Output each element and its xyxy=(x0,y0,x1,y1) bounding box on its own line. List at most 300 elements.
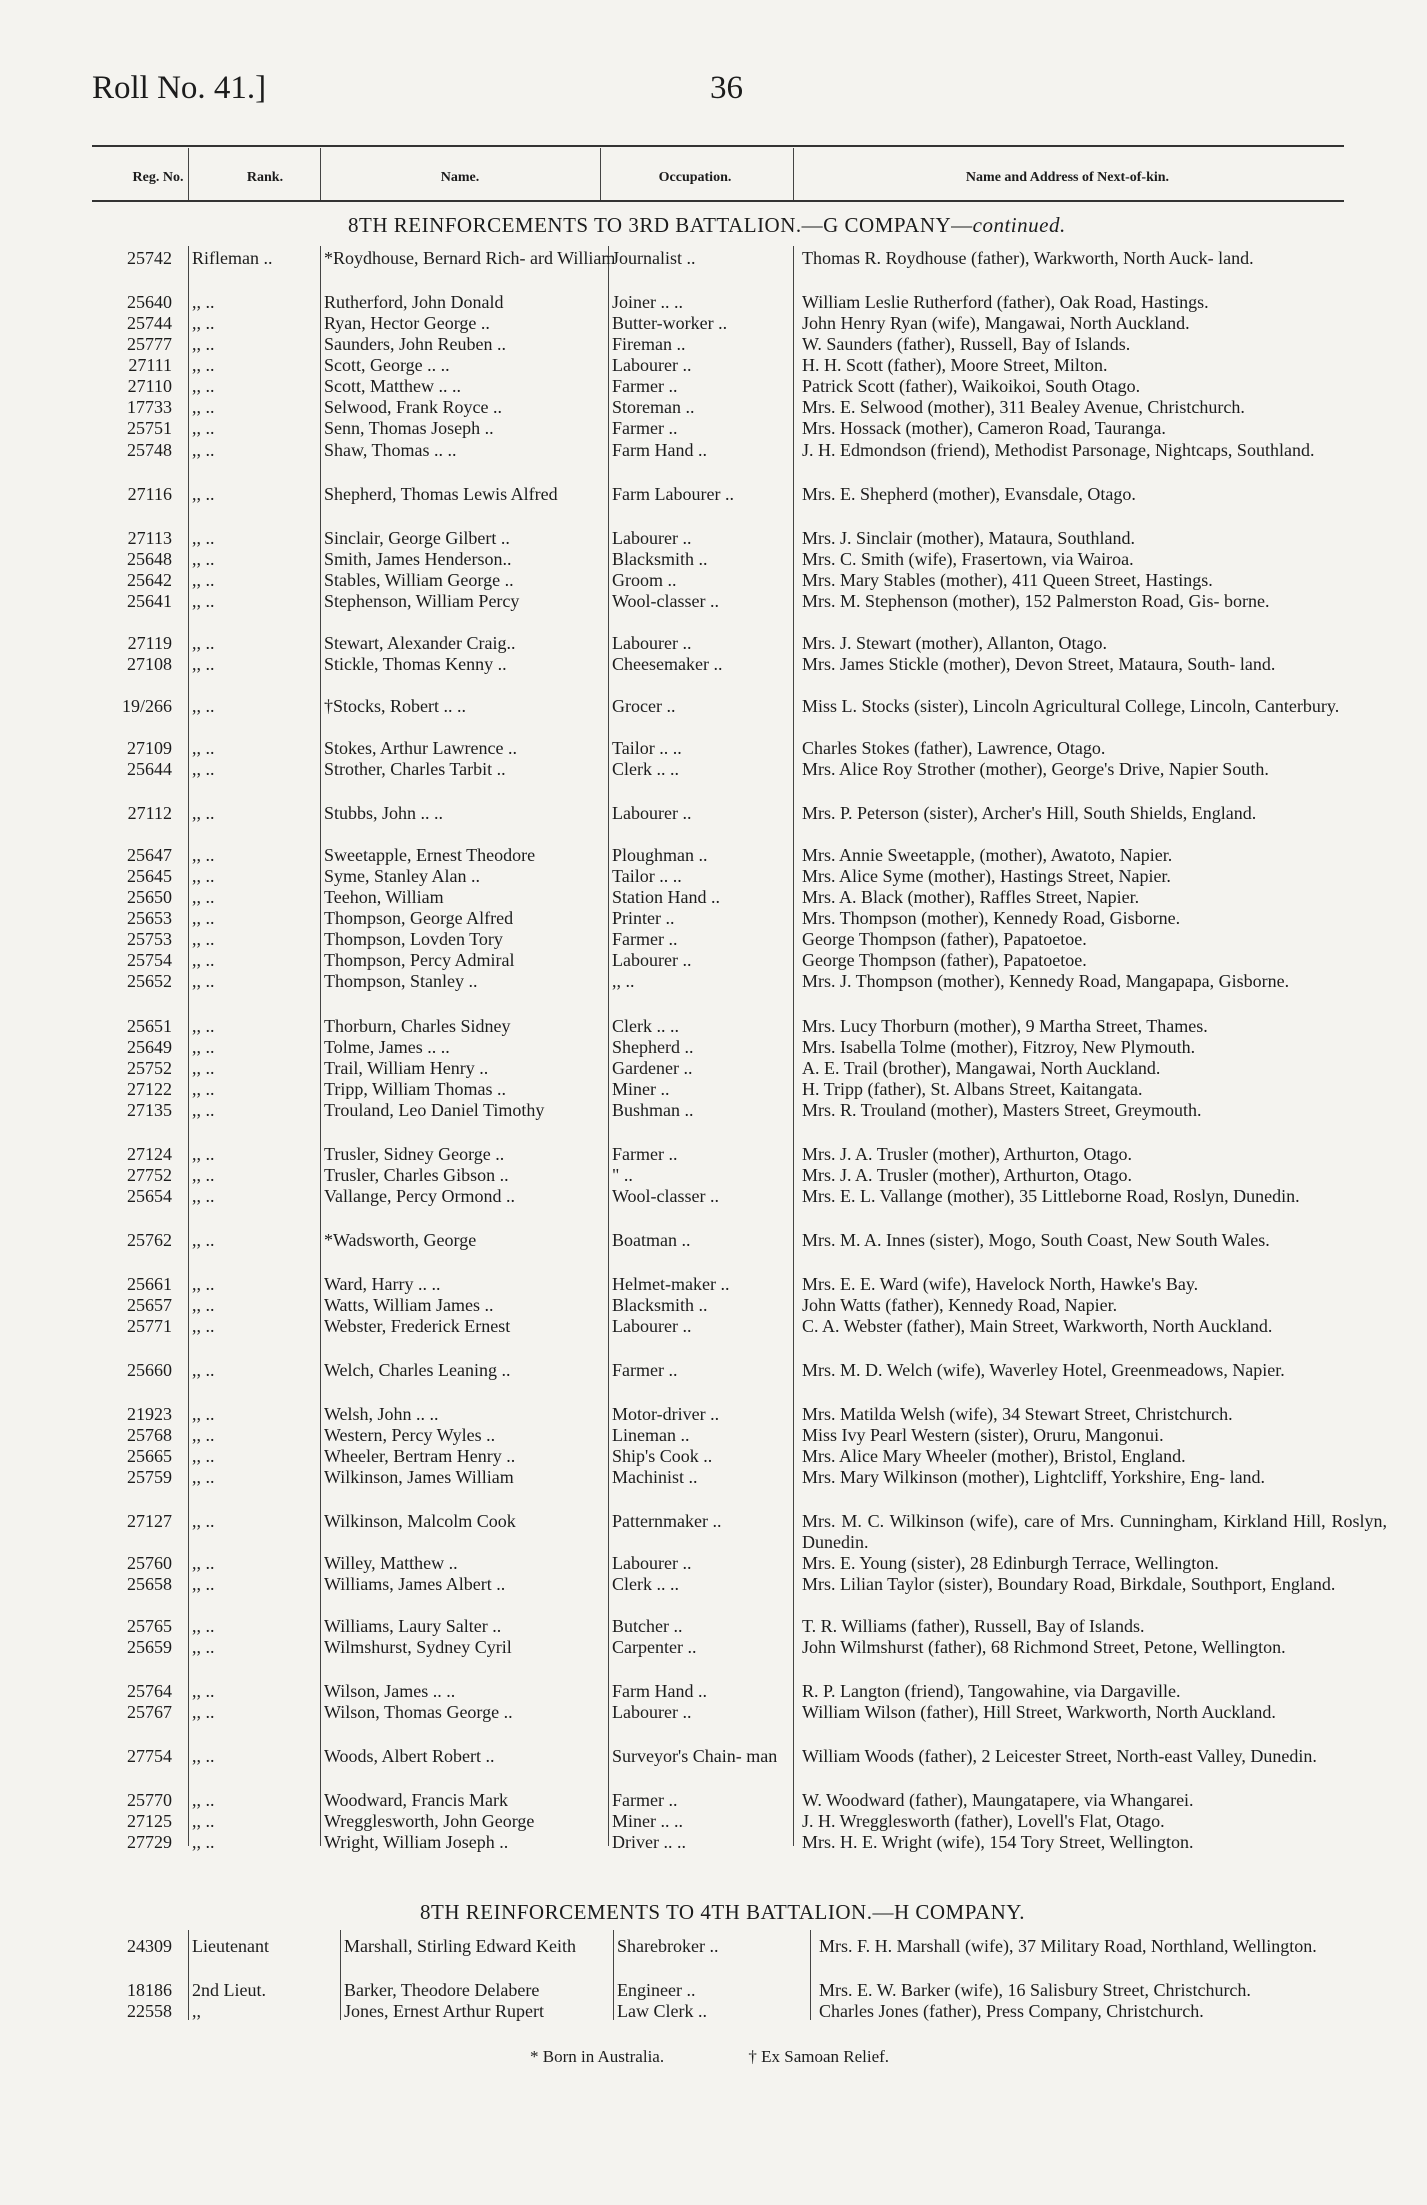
cell-rank: ,, .. xyxy=(192,1467,215,1487)
cell-rank: ,, .. xyxy=(192,1144,215,1164)
cell-next-of-kin: H. Tripp (father), St. Albans Street, Kaitangata. xyxy=(802,1079,1143,1099)
cell-name: Stubbs, John .. .. xyxy=(324,803,444,823)
cell-name: Ward, Harry .. .. xyxy=(324,1274,441,1294)
cell-occupation: Farmer .. xyxy=(612,1360,678,1380)
cell-rank: ,, .. xyxy=(192,1553,215,1573)
cell-reg-no: 25770 xyxy=(127,1790,172,1810)
cell-reg-no: 25641 xyxy=(127,591,172,611)
cell-reg-no: 24309 xyxy=(127,1936,172,1956)
cell-occupation: Sharebroker .. xyxy=(617,1936,719,1956)
col-header-kin: Name and Address of Next-of-kin. xyxy=(965,170,1170,185)
cell-next-of-kin: Patrick Scott (father), Waikoikoi, South Otago. xyxy=(802,376,1141,396)
cell-reg-no: 25644 xyxy=(127,759,172,779)
cell-rank: Rifleman .. xyxy=(192,248,273,268)
cell-name: Wregglesworth, John George xyxy=(324,1811,535,1831)
cell-occupation: Labourer .. xyxy=(612,528,692,548)
cell-name: Wilmshurst, Sydney Cyril xyxy=(324,1637,512,1657)
cell-occupation: Station Hand .. xyxy=(612,887,720,907)
cell-rank: ,, .. xyxy=(192,738,215,758)
cell-rank: ,, .. xyxy=(192,1681,215,1701)
cell-reg-no: 21923 xyxy=(127,1404,172,1424)
cell-next-of-kin: William Woods (father), 2 Leicester Street, North-east Valley, Dunedin. xyxy=(802,1746,1317,1766)
cell-next-of-kin: Mrs. Alice Roy Strother (mother), George's Drive, Napier South. xyxy=(802,759,1269,779)
cell-next-of-kin: Mrs. E. L. Vallange (mother), 35 Littleborne Road, Roslyn, Dunedin. xyxy=(802,1186,1300,1206)
cell-occupation: Journalist .. xyxy=(612,248,696,268)
cell-rank: ,, .. xyxy=(192,1446,215,1466)
cell-rank: ,, .. xyxy=(192,950,215,970)
cell-rank: ,, .. xyxy=(192,1790,215,1810)
cell-occupation: Cheesemaker .. xyxy=(612,654,723,674)
cell-name: Selwood, Frank Royce .. xyxy=(324,397,502,417)
cell-next-of-kin: Mrs. Thompson (mother), Kennedy Road, Gisborne. xyxy=(802,908,1181,928)
footnote-ex-samoan-relief: † Ex Samoan Relief. xyxy=(748,2047,890,2066)
cell-reg-no: 25767 xyxy=(127,1702,172,1722)
cell-name: Thompson, George Alfred xyxy=(324,908,514,928)
cell-rank: ,, .. xyxy=(192,528,215,548)
cell-next-of-kin: John Watts (father), Kennedy Road, Napier. xyxy=(802,1295,1118,1315)
cell-occupation: Blacksmith .. xyxy=(612,549,708,569)
cell-name: Wilson, James .. .. xyxy=(324,1681,456,1701)
cell-occupation: Gardener .. xyxy=(612,1058,693,1078)
cell-reg-no: 17733 xyxy=(127,397,172,417)
cell-reg-no: 25752 xyxy=(127,1058,172,1078)
cell-reg-no: 25654 xyxy=(127,1186,172,1206)
cell-next-of-kin: William Wilson (father), Hill Street, Warkworth, North Auckland. xyxy=(802,1702,1276,1722)
cell-name: Wheeler, Bertram Henry .. xyxy=(324,1446,516,1466)
cell-reg-no: 25645 xyxy=(127,866,172,886)
cell-occupation: Clerk .. .. xyxy=(612,1016,679,1036)
cell-name: Barker, Theodore Delabere xyxy=(344,1980,540,2000)
cell-name: Welch, Charles Leaning .. xyxy=(324,1360,511,1380)
cell-occupation: Ship's Cook .. xyxy=(612,1446,713,1466)
cell-reg-no: 25657 xyxy=(127,1295,172,1315)
cell-name: Thorburn, Charles Sidney xyxy=(324,1016,511,1036)
cell-next-of-kin: Mrs. James Stickle (mother), Devon Street, Mataura, South- land. xyxy=(802,654,1276,674)
cell-occupation: Joiner .. .. xyxy=(612,292,683,312)
cell-next-of-kin: R. P. Langton (friend), Tangowahine, via Dargaville. xyxy=(802,1681,1181,1701)
cell-reg-no: 25760 xyxy=(127,1553,172,1573)
roll-title: Roll No. 41.] xyxy=(92,70,267,106)
cell-occupation: Labourer .. xyxy=(612,1553,692,1573)
cell-rank: ,, .. xyxy=(192,418,215,438)
cell-next-of-kin: Mrs. J. A. Trusler (mother), Arthurton, Otago. xyxy=(802,1165,1132,1185)
cell-rank: ,, .. xyxy=(192,313,215,333)
cell-rank: ,, .. xyxy=(192,484,215,504)
cell-reg-no: 19/266 xyxy=(121,696,172,716)
cell-occupation: Labourer .. xyxy=(612,950,692,970)
cell-next-of-kin: Mrs. C. Smith (wife), Frasertown, via Wairoa. xyxy=(802,549,1134,569)
cell-occupation: Butcher .. xyxy=(612,1616,683,1636)
cell-occupation: Clerk .. .. xyxy=(612,759,679,779)
cell-next-of-kin: Mrs. E. W. Barker (wife), 16 Salisbury Street, Christchurch. xyxy=(819,1980,1251,2000)
cell-occupation: Farm Hand .. xyxy=(612,440,707,460)
cell-occupation: Patternmaker .. xyxy=(612,1511,722,1531)
cell-reg-no: 18186 xyxy=(127,1980,172,2000)
cell-rank: ,, .. xyxy=(192,397,215,417)
cell-reg-no: 27112 xyxy=(127,803,172,823)
cell-name: Tolme, James .. .. xyxy=(324,1037,450,1057)
cell-next-of-kin: Mrs. Lucy Thorburn (mother), 9 Martha Street, Thames. xyxy=(802,1016,1208,1036)
cell-next-of-kin: George Thompson (father), Papatoetoe. xyxy=(802,950,1087,970)
cell-rank: ,, .. xyxy=(192,1574,215,1594)
cell-rank: ,, .. xyxy=(192,971,215,991)
cell-reg-no: 25661 xyxy=(127,1274,172,1294)
cell-name: Syme, Stanley Alan .. xyxy=(324,866,480,886)
page-number: 36 xyxy=(710,70,743,106)
cell-rank: ,, .. xyxy=(192,1425,215,1445)
cell-reg-no: 25651 xyxy=(127,1016,172,1036)
cell-occupation: Ploughman .. xyxy=(612,845,708,865)
cell-occupation: Miner .. xyxy=(612,1079,670,1099)
cell-rank: ,, .. xyxy=(192,292,215,312)
cell-rank: ,, .. xyxy=(192,591,215,611)
cell-occupation: Farmer .. xyxy=(612,376,678,396)
cell-rank: ,, .. xyxy=(192,334,215,354)
cell-rank: ,, .. xyxy=(192,1165,215,1185)
cell-occupation: Law Clerk .. xyxy=(617,2001,707,2021)
cell-reg-no: 27116 xyxy=(127,484,172,504)
cell-rank: ,, .. xyxy=(192,1511,215,1531)
cell-occupation: Printer .. xyxy=(612,908,675,928)
cell-reg-no: 27135 xyxy=(127,1100,172,1120)
cell-occupation: ,, .. xyxy=(612,971,635,991)
cell-name: Rutherford, John Donald xyxy=(324,292,504,312)
cell-occupation: Miner .. .. xyxy=(612,1811,683,1831)
cell-rank: ,, .. xyxy=(192,1037,215,1057)
cell-reg-no: 25653 xyxy=(127,908,172,928)
cell-rank: Lieutenant xyxy=(192,1936,269,1956)
cell-reg-no: 27127 xyxy=(127,1511,172,1531)
cell-next-of-kin: Mrs. A. Black (mother), Raffles Street, Napier. xyxy=(802,887,1140,907)
cell-occupation: Motor-driver .. xyxy=(612,1404,720,1424)
col-header-occupation: Occupation. xyxy=(658,170,732,185)
cell-next-of-kin: Mrs. J. Sinclair (mother), Mataura, Southland. xyxy=(802,528,1135,548)
cell-next-of-kin: Mrs. E. Young (sister), 28 Edinburgh Terrace, Wellington. xyxy=(802,1553,1219,1573)
cell-rank: ,, .. xyxy=(192,1295,215,1315)
cell-name: Woodward, Francis Mark xyxy=(324,1790,509,1810)
cell-rank: ,, .. xyxy=(192,759,215,779)
cell-rank: 2nd Lieut. xyxy=(192,1980,266,2000)
cell-occupation: Engineer .. xyxy=(617,1980,696,2000)
cell-name: Thompson, Percy Admiral xyxy=(324,950,515,970)
cell-occupation: Blacksmith .. xyxy=(612,1295,708,1315)
cell-name: *Wadsworth, George xyxy=(324,1230,477,1250)
cell-name: Willey, Matthew .. xyxy=(324,1553,458,1573)
cell-reg-no: 25777 xyxy=(127,334,172,354)
cell-next-of-kin: Mrs. E. Shepherd (mother), Evansdale, Otago. xyxy=(802,484,1136,504)
col-header-reg: Reg. No. xyxy=(132,170,184,185)
cell-name: Vallange, Percy Ormond .. xyxy=(324,1186,515,1206)
cell-occupation: Labourer .. xyxy=(612,1316,692,1336)
cell-next-of-kin: Mrs. Lilian Taylor (sister), Boundary Road, Birkdale, Southport, England. xyxy=(802,1574,1336,1594)
cell-rank: ,, .. xyxy=(192,1058,215,1078)
cell-occupation: Bushman .. xyxy=(612,1100,694,1120)
cell-reg-no: 25768 xyxy=(127,1425,172,1445)
cell-name: Wright, William Joseph .. xyxy=(324,1832,509,1852)
cell-occupation: Boatman .. xyxy=(612,1230,691,1250)
cell-name: Strother, Charles Tarbit .. xyxy=(324,759,506,779)
cell-next-of-kin: Mrs. M. Stephenson (mother), 152 Palmerston Road, Gis- borne. xyxy=(802,591,1270,611)
cell-rank: ,, .. xyxy=(192,549,215,569)
cell-reg-no: 25771 xyxy=(127,1316,172,1336)
cell-occupation: Groom .. xyxy=(612,570,677,590)
cell-reg-no: 27124 xyxy=(127,1144,172,1164)
cell-next-of-kin: Mrs. Mary Wilkinson (mother), Lightcliff, Yorkshire, Eng- land. xyxy=(802,1467,1266,1487)
cell-reg-no: 25647 xyxy=(127,845,172,865)
cell-rank: ,, .. xyxy=(192,440,215,460)
cell-reg-no: 25649 xyxy=(127,1037,172,1057)
col-header-rank: Rank. xyxy=(246,170,284,185)
cell-rank: ,, .. xyxy=(192,1637,215,1657)
section-title-h-company: 8TH REINFORCEMENTS TO 4TH BATTALION.—H COMPANY. xyxy=(420,1900,1026,1924)
cell-rank: ,, xyxy=(192,2001,201,2021)
cell-reg-no: 25744 xyxy=(127,313,172,333)
cell-name: Scott, George .. .. xyxy=(324,355,450,375)
cell-reg-no: 25659 xyxy=(127,1637,172,1657)
cell-rank: ,, .. xyxy=(192,570,215,590)
cell-reg-no: 25642 xyxy=(127,570,172,590)
cell-reg-no: 27122 xyxy=(127,1079,172,1099)
cell-name: Sweetapple, Ernest Theodore xyxy=(324,845,536,865)
cell-reg-no: 27111 xyxy=(128,355,172,375)
cell-name: Marshall, Stirling Edward Keith xyxy=(344,1936,576,1956)
cell-rank: ,, .. xyxy=(192,1230,215,1250)
cell-rank: ,, .. xyxy=(192,803,215,823)
cell-name: Stables, William George .. xyxy=(324,570,514,590)
cell-reg-no: 25650 xyxy=(127,887,172,907)
cell-name: Western, Percy Wyles .. xyxy=(324,1425,496,1445)
cell-name: Williams, Laury Salter .. xyxy=(324,1616,502,1636)
cell-rank: ,, .. xyxy=(192,929,215,949)
cell-occupation: Driver .. .. xyxy=(612,1832,686,1852)
cell-name: Saunders, John Reuben .. xyxy=(324,334,506,354)
cell-occupation: Clerk .. .. xyxy=(612,1574,679,1594)
cell-name: Shepherd, Thomas Lewis Alfred xyxy=(324,484,558,504)
cell-name: Scott, Matthew .. .. xyxy=(324,376,461,396)
cell-name: Smith, James Henderson.. xyxy=(324,549,512,569)
cell-occupation: Farmer .. xyxy=(612,418,678,438)
cell-name: Senn, Thomas Joseph .. xyxy=(324,418,494,438)
cell-occupation: Grocer .. xyxy=(612,696,676,716)
cell-reg-no: 25648 xyxy=(127,549,172,569)
cell-name: Shaw, Thomas .. .. xyxy=(324,440,457,460)
cell-occupation: Labourer .. xyxy=(612,633,692,653)
cell-rank: ,, .. xyxy=(192,696,215,716)
header-bottom-rule xyxy=(92,200,1344,202)
cell-name: Webster, Frederick Ernest xyxy=(324,1316,511,1336)
cell-next-of-kin: W. Saunders (father), Russell, Bay of Islands. xyxy=(802,334,1131,354)
cell-next-of-kin: Mrs. H. E. Wright (wife), 154 Tory Street, Wellington. xyxy=(802,1832,1194,1852)
cell-name: Tripp, William Thomas .. xyxy=(324,1079,506,1099)
cell-reg-no: 25751 xyxy=(127,418,172,438)
cell-name: Stokes, Arthur Lawrence .. xyxy=(324,738,517,758)
cell-next-of-kin: T. R. Williams (father), Russell, Bay of Islands. xyxy=(802,1616,1145,1636)
cell-occupation: Farmer .. xyxy=(612,1790,678,1810)
cell-next-of-kin: Mrs. Matilda Welsh (wife), 34 Stewart Street, Christchurch. xyxy=(802,1404,1233,1424)
cell-next-of-kin: Mrs. J. Thompson (mother), Kennedy Road, Mangapapa, Gisborne. xyxy=(802,971,1290,991)
cell-rank: ,, .. xyxy=(192,1100,215,1120)
cell-occupation: Farmer .. xyxy=(612,1144,678,1164)
cell-reg-no: 25665 xyxy=(127,1446,172,1466)
cell-next-of-kin: Thomas R. Roydhouse (father), Warkworth, North Auck- land. xyxy=(802,248,1254,268)
page-header xyxy=(92,70,1342,118)
cell-next-of-kin: Mrs. Isabella Tolme (mother), Fitzroy, New Plymouth. xyxy=(802,1037,1196,1057)
cell-next-of-kin: George Thompson (father), Papatoetoe. xyxy=(802,929,1087,949)
cell-reg-no: 25742 xyxy=(127,248,172,268)
cell-next-of-kin: Mrs. J. Stewart (mother), Allanton, Otago. xyxy=(802,633,1107,653)
cell-name: Thompson, Stanley .. xyxy=(324,971,478,991)
cell-next-of-kin: Mrs. E. Selwood (mother), 311 Bealey Avenue, Christchurch. xyxy=(802,397,1245,417)
cell-rank: ,, .. xyxy=(192,376,215,396)
cell-name: Trusler, Sidney George .. xyxy=(324,1144,505,1164)
heading-divider xyxy=(793,148,794,200)
cell-reg-no: 27113 xyxy=(127,528,172,548)
cell-occupation: Farm Hand .. xyxy=(612,1681,707,1701)
cell-rank: ,, .. xyxy=(192,1811,215,1831)
cell-next-of-kin: C. A. Webster (father), Main Street, Warkworth, North Auckland. xyxy=(802,1316,1273,1336)
cell-occupation: Carpenter .. xyxy=(612,1637,697,1657)
section-title-text: 8TH REINFORCEMENTS TO 3RD BATTALION.—G COMPANY— xyxy=(348,213,973,237)
cell-name: Wilkinson, Malcolm Cook xyxy=(324,1511,516,1531)
cell-occupation: Helmet-maker .. xyxy=(612,1274,730,1294)
cell-next-of-kin: Mrs. F. H. Marshall (wife), 37 Military Road, Northland, Wellington. xyxy=(819,1936,1317,1956)
cell-next-of-kin: J. H. Wregglesworth (father), Lovell's Flat, Otago. xyxy=(802,1811,1165,1831)
cell-next-of-kin: Mrs. Annie Sweetapple, (mother), Awatoto, Napier. xyxy=(802,845,1173,865)
cell-reg-no: 22558 xyxy=(127,2001,172,2021)
cell-name: Trusler, Charles Gibson .. xyxy=(324,1165,509,1185)
cell-next-of-kin: Mrs. E. E. Ward (wife), Havelock North, Hawke's Bay. xyxy=(802,1274,1199,1294)
cell-next-of-kin: Miss L. Stocks (sister), Lincoln Agricultural College, Lincoln, Canterbury. xyxy=(802,696,1340,716)
cell-rank: ,, .. xyxy=(192,1616,215,1636)
column-divider xyxy=(188,246,189,1846)
cell-next-of-kin: W. Woodward (father), Maungatapere, via Whangarei. xyxy=(802,1790,1194,1810)
cell-next-of-kin: William Leslie Rutherford (father), Oak Road, Hastings. xyxy=(802,292,1209,312)
cell-rank: ,, .. xyxy=(192,1274,215,1294)
section-title-g-company xyxy=(348,213,1066,238)
cell-reg-no: 25753 xyxy=(127,929,172,949)
cell-occupation: Tailor .. .. xyxy=(612,866,682,886)
cell-name: Williams, James Albert .. xyxy=(324,1574,506,1594)
cell-name: Teehon, William xyxy=(324,887,444,907)
cell-reg-no: 27108 xyxy=(127,654,172,674)
section-title-suffix: continued. xyxy=(972,213,1066,237)
cell-name: Sinclair, George Gilbert .. xyxy=(324,528,510,548)
cell-reg-no: 25748 xyxy=(127,440,172,460)
heading-divider xyxy=(320,148,321,200)
cell-next-of-kin: H. H. Scott (father), Moore Street, Milton. xyxy=(802,355,1108,375)
cell-name: Stickle, Thomas Kenny .. xyxy=(324,654,507,674)
cell-name: Ryan, Hector George .. xyxy=(324,313,490,333)
cell-name: Wilson, Thomas George .. xyxy=(324,1702,513,1722)
cell-name: Welsh, John .. .. xyxy=(324,1404,439,1424)
cell-reg-no: 25660 xyxy=(127,1360,172,1380)
cell-rank: ,, .. xyxy=(192,1079,215,1099)
cell-reg-no: 25652 xyxy=(127,971,172,991)
cell-occupation: Wool-classer .. xyxy=(612,591,720,611)
cell-reg-no: 27125 xyxy=(127,1811,172,1831)
cell-occupation: Lineman .. xyxy=(612,1425,690,1445)
cell-next-of-kin: Charles Stokes (father), Lawrence, Otago. xyxy=(802,738,1106,758)
cell-rank: ,, .. xyxy=(192,845,215,865)
header-top-rule xyxy=(92,145,1344,147)
cell-next-of-kin: Mrs. P. Peterson (sister), Archer's Hill, South Shields, England. xyxy=(802,803,1257,823)
cell-next-of-kin: Mrs. M. C. Wilkinson (wife), care of Mrs. Cunningham, Kirkland Hill, Roslyn, Dunedin. xyxy=(802,1511,1387,1552)
cell-occupation: Fireman .. xyxy=(612,334,686,354)
cell-name: Watts, William James .. xyxy=(324,1295,494,1315)
cell-rank: ,, .. xyxy=(192,654,215,674)
cell-next-of-kin: Mrs. Alice Mary Wheeler (mother), Bristol, England. xyxy=(802,1446,1186,1466)
cell-name: †Stocks, Robert .. .. xyxy=(324,696,466,716)
cell-rank: ,, .. xyxy=(192,1016,215,1036)
cell-rank: ,, .. xyxy=(192,1746,215,1766)
cell-rank: ,, .. xyxy=(192,1702,215,1722)
cell-reg-no: 27729 xyxy=(127,1832,172,1852)
col-header-name: Name. xyxy=(440,170,480,185)
cell-occupation: Storeman .. xyxy=(612,397,695,417)
cell-occupation: Shepherd .. xyxy=(612,1037,694,1057)
cell-occupation: Surveyor's Chain- man xyxy=(612,1746,778,1766)
cell-name: Stephenson, William Percy xyxy=(324,591,520,611)
cell-name: Trouland, Leo Daniel Timothy xyxy=(324,1100,545,1120)
cell-reg-no: 27752 xyxy=(127,1165,172,1185)
cell-next-of-kin: A. E. Trail (brother), Mangawai, North Auckland. xyxy=(802,1058,1161,1078)
footnote-born-in-australia: * Born in Australia. xyxy=(530,2047,665,2066)
cell-reg-no: 25640 xyxy=(127,292,172,312)
cell-occupation: Machinist .. xyxy=(612,1467,698,1487)
cell-rank: ,, .. xyxy=(192,1404,215,1424)
cell-occupation: Labourer .. xyxy=(612,1702,692,1722)
cell-next-of-kin: Mrs. Alice Syme (mother), Hastings Street, Napier. xyxy=(802,866,1171,886)
cell-next-of-kin: Mrs. J. A. Trusler (mother), Arthurton, Otago. xyxy=(802,1144,1132,1164)
cell-reg-no: 27109 xyxy=(127,738,172,758)
cell-rank: ,, .. xyxy=(192,355,215,375)
cell-reg-no: 25759 xyxy=(127,1467,172,1487)
cell-name: Stewart, Alexander Craig.. xyxy=(324,633,516,653)
cell-next-of-kin: John Wilmshurst (father), 68 Richmond Street, Petone, Wellington. xyxy=(802,1637,1286,1657)
cell-occupation: Farmer .. xyxy=(612,929,678,949)
cell-name: Trail, William Henry .. xyxy=(324,1058,489,1078)
cell-reg-no: 25765 xyxy=(127,1616,172,1636)
heading-divider xyxy=(188,148,189,200)
heading-divider xyxy=(600,148,601,200)
cell-occupation: Labourer .. xyxy=(612,355,692,375)
cell-next-of-kin: Mrs. M. A. Innes (sister), Mogo, South Coast, New South Wales. xyxy=(802,1230,1270,1250)
cell-occupation: Farm Labourer .. xyxy=(612,484,734,504)
cell-next-of-kin: Mrs. R. Trouland (mother), Masters Street, Greymouth. xyxy=(802,1100,1202,1120)
cell-rank: ,, .. xyxy=(192,1360,215,1380)
cell-occupation: Butter-worker .. xyxy=(612,313,728,333)
cell-occupation: Wool-classer .. xyxy=(612,1186,720,1206)
cell-occupation: Tailor .. .. xyxy=(612,738,682,758)
cell-rank: ,, .. xyxy=(192,908,215,928)
cell-reg-no: 25754 xyxy=(127,950,172,970)
cell-rank: ,, .. xyxy=(192,1186,215,1206)
cell-next-of-kin: Mrs. Mary Stables (mother), 411 Queen Street, Hastings. xyxy=(802,570,1213,590)
cell-name: Wilkinson, James William xyxy=(324,1467,514,1487)
cell-reg-no: 25762 xyxy=(127,1230,172,1250)
cell-reg-no: 27119 xyxy=(127,633,172,653)
cell-rank: ,, .. xyxy=(192,633,215,653)
cell-rank: ,, .. xyxy=(192,866,215,886)
cell-reg-no: 25658 xyxy=(127,1574,172,1594)
cell-reg-no: 25764 xyxy=(127,1681,172,1701)
cell-name: Woods, Albert Robert .. xyxy=(324,1746,495,1766)
cell-reg-no: 27110 xyxy=(127,376,172,396)
footnotes xyxy=(530,2047,969,2067)
cell-rank: ,, .. xyxy=(192,1832,215,1852)
cell-next-of-kin: Miss Ivy Pearl Western (sister), Oruru, Mangonui. xyxy=(802,1425,1164,1445)
cell-next-of-kin: Mrs. Hossack (mother), Cameron Road, Tauranga. xyxy=(802,418,1166,438)
